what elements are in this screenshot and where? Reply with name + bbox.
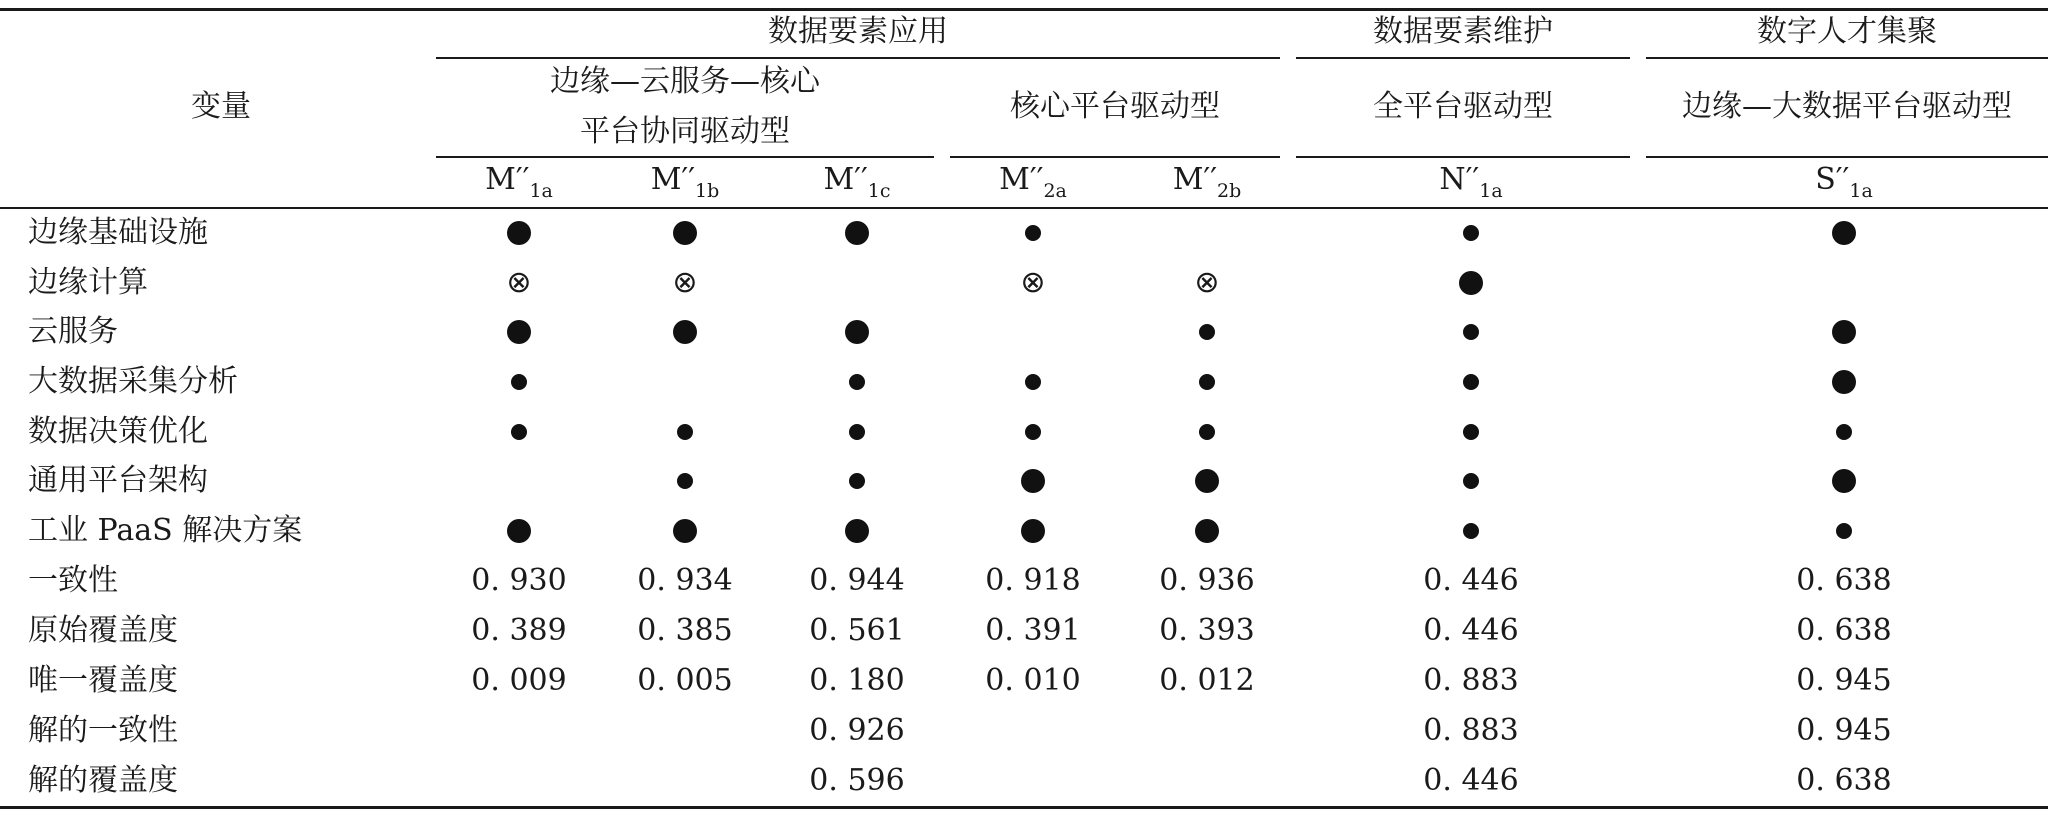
config-subscript: 2b bbox=[1217, 180, 1242, 202]
peripheral-condition-dot-icon bbox=[1199, 374, 1215, 390]
peripheral-condition-dot-icon bbox=[511, 374, 527, 390]
config-header-7 bbox=[1815, 162, 1873, 201]
stat-value: 0. 638 bbox=[1796, 563, 1892, 598]
stat-value: 0. 930 bbox=[471, 563, 567, 598]
peripheral-condition-dot-icon bbox=[1025, 424, 1041, 440]
core-condition-dot-icon bbox=[1021, 469, 1045, 493]
stat-value: 0. 936 bbox=[1159, 563, 1255, 598]
core-absent-icon: ⊗ bbox=[1020, 265, 1046, 300]
config-header-3 bbox=[823, 162, 890, 201]
core-condition-dot-icon bbox=[673, 221, 697, 245]
core-condition-dot-icon bbox=[1832, 221, 1856, 245]
peripheral-condition-dot-icon bbox=[1463, 523, 1479, 539]
peripheral-condition-dot-icon bbox=[677, 424, 693, 440]
variable-header: 变量 bbox=[191, 89, 251, 124]
stat-value: 0. 005 bbox=[637, 663, 733, 698]
config-subscript: 1a bbox=[1479, 180, 1503, 202]
peripheral-condition-dot-icon bbox=[677, 473, 693, 489]
row-label: 原始覆盖度 bbox=[28, 613, 178, 648]
stat-value: 0. 446 bbox=[1423, 613, 1519, 648]
group-title-talent-agglomeration: 数字人才集聚 bbox=[1757, 14, 1937, 49]
stat-value: 0. 391 bbox=[985, 613, 1081, 648]
row-label: 一致性 bbox=[28, 563, 118, 598]
peripheral-condition-dot-icon bbox=[849, 374, 865, 390]
core-condition-dot-icon bbox=[507, 519, 531, 543]
core-condition-dot-icon bbox=[673, 320, 697, 344]
config-subscript: 1a bbox=[529, 180, 553, 202]
core-condition-dot-icon bbox=[673, 519, 697, 543]
group-rule-1 bbox=[436, 57, 1280, 59]
stat-value: 0. 883 bbox=[1423, 663, 1519, 698]
core-condition-dot-icon bbox=[845, 221, 869, 245]
peripheral-condition-dot-icon bbox=[849, 473, 865, 489]
row-label: 工业 PaaS 解决方案 bbox=[28, 513, 303, 548]
stat-value: 0. 010 bbox=[985, 663, 1081, 698]
core-condition-dot-icon bbox=[845, 320, 869, 344]
stat-value: 0. 934 bbox=[637, 563, 733, 598]
type-rule-1 bbox=[436, 156, 934, 158]
stat-value: 0. 918 bbox=[985, 563, 1081, 598]
core-condition-dot-icon bbox=[1021, 519, 1045, 543]
peripheral-condition-dot-icon bbox=[1463, 374, 1479, 390]
core-condition-dot-icon bbox=[1195, 519, 1219, 543]
config-name: M′′ bbox=[823, 162, 868, 197]
stat-value: 0. 561 bbox=[809, 613, 905, 648]
row-label: 通用平台架构 bbox=[28, 463, 208, 498]
core-absent-icon: ⊗ bbox=[672, 265, 698, 300]
group-title-data-application: 数据要素应用 bbox=[768, 14, 948, 49]
stat-value: 0. 944 bbox=[809, 563, 905, 598]
core-absent-icon: ⊗ bbox=[1194, 265, 1220, 300]
group-rule-3 bbox=[1646, 57, 2048, 59]
type-rule-2 bbox=[950, 156, 1280, 158]
stat-value: 0. 638 bbox=[1796, 613, 1892, 648]
stat-value: 0. 926 bbox=[809, 713, 905, 748]
row-label: 边缘基础设施 bbox=[28, 215, 208, 250]
config-subscript: 1b bbox=[695, 180, 720, 202]
peripheral-condition-dot-icon bbox=[1836, 424, 1852, 440]
stat-value: 0. 446 bbox=[1423, 763, 1519, 798]
core-condition-dot-icon bbox=[1832, 469, 1856, 493]
config-subscript: 2a bbox=[1043, 180, 1067, 202]
type-edge-cloud-core-line2: 平台协同驱动型 bbox=[580, 114, 790, 149]
group-title-data-maintenance: 数据要素维护 bbox=[1373, 14, 1553, 49]
config-name: M′′ bbox=[650, 162, 696, 197]
peripheral-condition-dot-icon bbox=[1199, 324, 1215, 340]
stat-value: 0. 638 bbox=[1796, 763, 1892, 798]
header-bottom-rule bbox=[0, 207, 2048, 209]
core-condition-dot-icon bbox=[845, 519, 869, 543]
core-condition-dot-icon bbox=[1459, 271, 1483, 295]
stat-value: 0. 883 bbox=[1423, 713, 1519, 748]
peripheral-condition-dot-icon bbox=[1463, 424, 1479, 440]
type-edge-bigdata-platform: 边缘—大数据平台驱动型 bbox=[1682, 89, 2012, 124]
type-edge-cloud-core-line1: 边缘—云服务—核心 bbox=[550, 64, 820, 99]
peripheral-condition-dot-icon bbox=[1836, 523, 1852, 539]
row-label: 数据决策优化 bbox=[28, 414, 208, 449]
config-header-2 bbox=[651, 162, 720, 201]
config-subscript: 1c bbox=[867, 180, 891, 202]
config-header-1 bbox=[485, 162, 553, 201]
peripheral-condition-dot-icon bbox=[1463, 473, 1479, 489]
config-name: N′′ bbox=[1439, 162, 1480, 197]
core-condition-dot-icon bbox=[507, 221, 531, 245]
row-label: 大数据采集分析 bbox=[28, 364, 238, 399]
config-name: M′′ bbox=[1172, 162, 1218, 197]
stat-value: 0. 009 bbox=[471, 663, 567, 698]
type-rule-3 bbox=[1296, 156, 1630, 158]
top-rule bbox=[0, 8, 2048, 11]
config-name: S′′ bbox=[1815, 162, 1850, 197]
stat-value: 0. 180 bbox=[809, 663, 905, 698]
stat-value: 0. 389 bbox=[471, 613, 567, 648]
config-header-5 bbox=[1173, 162, 1242, 201]
core-condition-dot-icon bbox=[1195, 469, 1219, 493]
bottom-rule bbox=[0, 806, 2048, 809]
config-name: M′′ bbox=[999, 162, 1044, 197]
core-condition-dot-icon bbox=[1832, 320, 1856, 344]
config-header-4 bbox=[999, 162, 1067, 201]
peripheral-condition-dot-icon bbox=[1025, 225, 1041, 241]
config-subscript: 1a bbox=[1849, 180, 1873, 202]
peripheral-condition-dot-icon bbox=[849, 424, 865, 440]
group-rule-2 bbox=[1296, 57, 1630, 59]
peripheral-condition-dot-icon bbox=[1463, 324, 1479, 340]
core-condition-dot-icon bbox=[1832, 370, 1856, 394]
row-label: 解的覆盖度 bbox=[28, 763, 178, 798]
stat-value: 0. 012 bbox=[1159, 663, 1255, 698]
peripheral-condition-dot-icon bbox=[1463, 225, 1479, 241]
config-header-6 bbox=[1439, 162, 1502, 201]
type-core-platform: 核心平台驱动型 bbox=[1010, 89, 1220, 124]
type-rule-4 bbox=[1646, 156, 2048, 158]
row-label: 边缘计算 bbox=[28, 265, 148, 300]
config-name: M′′ bbox=[485, 162, 530, 197]
peripheral-condition-dot-icon bbox=[511, 424, 527, 440]
stat-value: 0. 393 bbox=[1159, 613, 1255, 648]
type-full-platform: 全平台驱动型 bbox=[1373, 89, 1553, 124]
peripheral-condition-dot-icon bbox=[1025, 374, 1041, 390]
stat-value: 0. 385 bbox=[637, 613, 733, 648]
stat-value: 0. 945 bbox=[1796, 713, 1892, 748]
stat-value: 0. 446 bbox=[1423, 563, 1519, 598]
core-absent-icon: ⊗ bbox=[506, 265, 532, 300]
stat-value: 0. 596 bbox=[809, 763, 905, 798]
core-condition-dot-icon bbox=[507, 320, 531, 344]
row-label: 云服务 bbox=[28, 314, 118, 349]
row-label: 解的一致性 bbox=[28, 713, 178, 748]
peripheral-condition-dot-icon bbox=[1199, 424, 1215, 440]
stat-value: 0. 945 bbox=[1796, 663, 1892, 698]
row-label: 唯一覆盖度 bbox=[28, 663, 178, 698]
